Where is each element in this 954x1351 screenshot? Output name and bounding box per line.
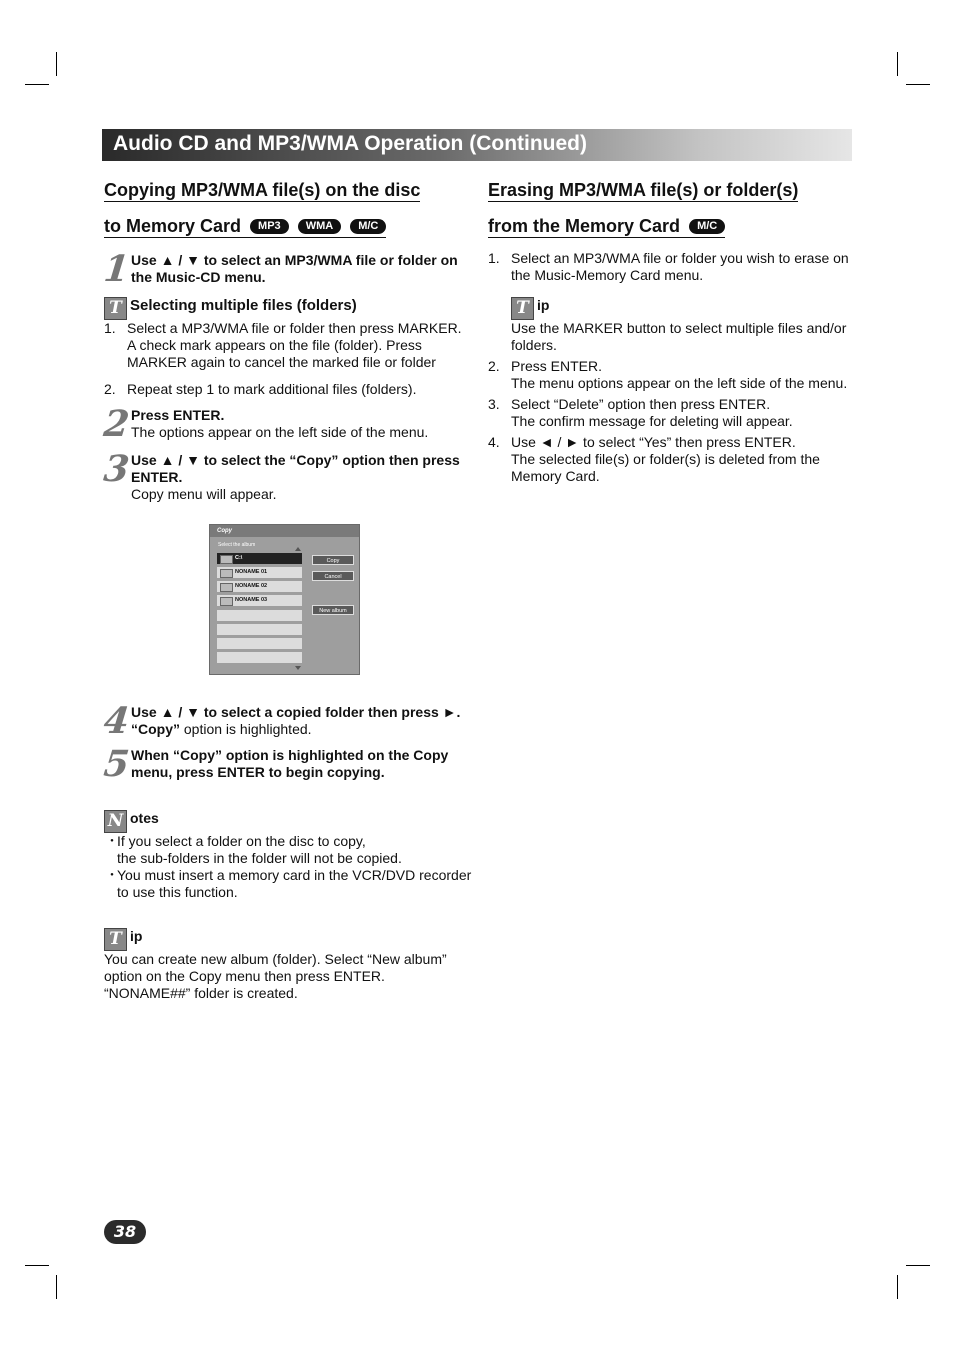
menu-row: NONAME 02	[217, 581, 302, 592]
notes-list	[104, 833, 474, 901]
step-5: 5 When “Copy” option is highlighted on the Copy menu, press ENTER to begin copying.	[101, 743, 449, 785]
list-item: 4. Use ◄ / ► to select “Yes” then press ENTER. The selected file(s) or folder(s) is deleted from the Memory Card.	[488, 434, 820, 484]
menu-row	[217, 610, 302, 621]
tip-heading: Selecting multiple files (folders)	[130, 297, 357, 314]
memory-card-icon	[220, 555, 233, 564]
step-4: 4 Use ▲ / ▼ to select a copied folder then press ►. “Copy” option is highlighted.	[101, 700, 461, 742]
menu-subtitle: Select the album	[218, 542, 256, 548]
crop-mark	[56, 1275, 57, 1299]
step-number: 4	[101, 700, 132, 742]
list-item: 2. Repeat step 1 to mark additional files (folders).	[104, 381, 417, 397]
step-number: 3	[101, 448, 132, 490]
tip-icon: T	[104, 297, 127, 320]
right-column	[488, 172, 858, 485]
step-2: 2 Press ENTER. The options appear on the left side of the menu.	[101, 403, 429, 445]
badge-mp3: MP3	[250, 219, 289, 234]
page-number: 38	[104, 1220, 146, 1244]
erase-section-title: Erasing MP3/WMA file(s) or folder(s) from the Memory Card M/C	[488, 180, 799, 236]
scroll-down-icon	[295, 666, 301, 670]
menu-row: NONAME 01	[217, 567, 302, 578]
folder-icon	[220, 569, 233, 578]
left-column-lower	[101, 700, 474, 1002]
folder-icon	[220, 597, 233, 606]
crop-mark	[906, 84, 930, 85]
section-banner	[102, 129, 852, 161]
tip-icon: T	[511, 297, 534, 320]
crop-mark	[906, 1265, 930, 1266]
tip-multiple-files	[104, 295, 474, 398]
badge-mc: M/C	[689, 219, 725, 234]
copy-section-title: Copying MP3/WMA file(s) on the disc to Memory Card MP3 WMA M/C	[104, 180, 421, 236]
tip-marker: T ip Use the MARKER button to select multiple files and/or folders.	[511, 297, 847, 353]
menu-row: NONAME 03	[217, 595, 302, 606]
list-item: 1. Select an MP3/WMA file or folder you wish to erase on the Music-Memory Card menu.	[488, 250, 849, 283]
list-item: 2. Press ENTER. The menu options appear on the left side of the menu.	[488, 358, 848, 391]
notes	[104, 807, 474, 901]
menu-row: C:\	[217, 553, 302, 564]
copy-menu-screenshot	[209, 524, 360, 675]
tip-heading: ip	[537, 297, 550, 313]
badge-wma: WMA	[298, 219, 342, 234]
list-item: ・ If you select a folder on the disc to copy, the sub-folders in the folder will not be copied.	[105, 833, 402, 866]
folder-icon	[220, 583, 233, 592]
tip-list	[104, 320, 474, 398]
step-number: 1	[101, 248, 132, 290]
erase-steps	[488, 250, 858, 485]
crop-mark	[56, 52, 57, 76]
menu-row	[217, 638, 302, 649]
notes-heading: otes	[130, 810, 159, 826]
menu-row	[217, 652, 302, 663]
list-item: ・ You must insert a memory card in the VCR/DVD recorder to use this function.	[105, 867, 472, 900]
notes-icon: N	[104, 810, 127, 833]
tip-icon: T	[104, 928, 127, 951]
step-number: 2	[101, 403, 132, 445]
cancel-button: Cancel	[312, 571, 354, 581]
step-3: 3 Use ▲ / ▼ to select the “Copy” option then press ENTER. Copy menu will appear.	[101, 448, 460, 502]
menu-title: Copy	[210, 525, 359, 537]
left-column	[101, 172, 474, 503]
crop-mark	[897, 52, 898, 76]
step-number: 5	[101, 743, 132, 785]
scroll-up-icon	[295, 547, 301, 551]
list-item: 3. Select “Delete” option then press ENTER. The confirm message for deleting will appear.	[488, 396, 793, 429]
step-1: 1 Use ▲ / ▼ to select an MP3/WMA file or folder on the Music-CD menu.	[101, 248, 458, 290]
banner-title: Audio CD and MP3/WMA Operation (Continued)	[113, 132, 588, 155]
badge-mc: M/C	[350, 219, 386, 234]
crop-mark	[25, 84, 49, 85]
menu-row	[217, 624, 302, 635]
new-album-button: New album	[312, 605, 354, 615]
tip-heading: ip	[130, 928, 143, 944]
copy-button: Copy	[312, 555, 354, 565]
crop-mark	[897, 1275, 898, 1299]
crop-mark	[25, 1265, 49, 1266]
tip-new-album: T ip You can create new album (folder). Select “New album” option on the Copy menu then press ENTER. “NONAME##” folder is created.	[104, 928, 447, 1001]
list-item: 1. Select a MP3/WMA file or folder then press MARKER. A check mark appears on the file (folder). Press MARKER again to cancel the marked file or folder	[104, 320, 462, 370]
